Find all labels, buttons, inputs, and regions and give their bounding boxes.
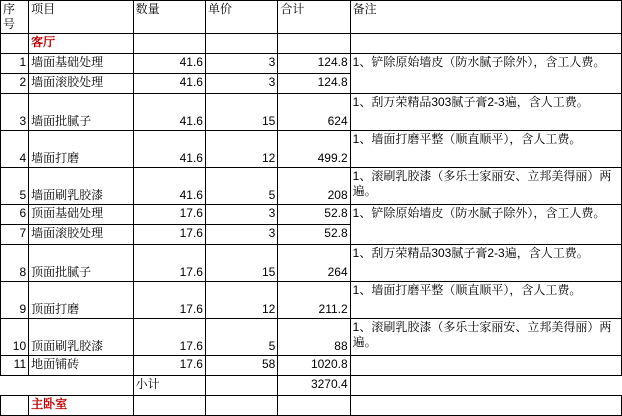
cell-seq: 3 — [1, 94, 29, 131]
cell-price: 5 — [205, 319, 277, 356]
cell-seq: 6 — [1, 205, 29, 225]
section-price-blank — [205, 34, 277, 54]
cell-sum: 211.2 — [278, 282, 350, 319]
cell-qty: 41.6 — [133, 168, 205, 205]
cell-sum: 624 — [278, 94, 350, 131]
cell-price: 3 — [205, 205, 277, 225]
subtotal-value: 3270.4 — [278, 376, 350, 396]
cell-qty: 17.6 — [133, 205, 205, 225]
cell-item: 墙面刷乳胶漆 — [29, 168, 134, 205]
cell-item: 顶面基础处理 — [29, 205, 134, 225]
col-header-note: 备注 — [350, 1, 621, 34]
col-header-seq: 序号 — [1, 1, 29, 34]
col-header-sum: 合计 — [278, 1, 350, 34]
cell-item: 顶面批腻子 — [29, 245, 134, 282]
table-header-row — [1, 1, 622, 34]
subtotal-item-blank — [29, 376, 134, 396]
cell-note: 1、墙面打磨平整（顺直顺平），含人工费。 — [350, 131, 621, 168]
cell-qty: 17.6 — [133, 282, 205, 319]
cell-price: 15 — [205, 245, 277, 282]
cell-price: 3 — [205, 225, 277, 245]
cell-price: 12 — [205, 131, 277, 168]
table-row — [1, 131, 622, 168]
table-row — [1, 94, 622, 131]
section-seq-blank — [1, 34, 29, 54]
table-row — [1, 319, 622, 356]
col-header-qty: 数量 — [133, 1, 205, 34]
subtotal-price-blank — [205, 376, 277, 396]
subtotal-label: 小计 — [133, 376, 205, 396]
cell-sum: 52.8 — [278, 225, 350, 245]
section-note-blank — [350, 34, 621, 54]
next-section-seq-blank — [1, 396, 29, 416]
cell-price: 12 — [205, 282, 277, 319]
table-row — [1, 356, 622, 376]
cell-price: 3 — [205, 54, 277, 74]
cell-seq: 9 — [1, 282, 29, 319]
next-section-qty-blank — [133, 396, 205, 416]
subtotal-seq-blank — [1, 376, 29, 396]
cell-sum: 124.8 — [278, 74, 350, 94]
cell-sum: 264 — [278, 245, 350, 282]
cell-item: 墙面批腻子 — [29, 94, 134, 131]
cell-sum: 1020.8 — [278, 356, 350, 376]
cell-seq: 7 — [1, 225, 29, 245]
cell-note: 1、滚刷乳胶漆（多乐士家丽安、立邦美得丽）两遍。 — [350, 319, 621, 356]
cell-qty: 41.6 — [133, 54, 205, 74]
cell-item: 顶面刷乳胶漆 — [29, 319, 134, 356]
cell-price: 58 — [205, 356, 277, 376]
cell-item: 墙面基础处理 — [29, 54, 134, 74]
col-header-price: 单价 — [205, 1, 277, 34]
cell-qty: 17.6 — [133, 245, 205, 282]
cell-item: 地面铺砖 — [29, 356, 134, 376]
section-title-living-room: 客厅 — [29, 34, 134, 54]
section-qty-blank — [133, 34, 205, 54]
table-row — [1, 205, 622, 225]
subtotal-note-blank — [350, 376, 621, 396]
cell-qty: 41.6 — [133, 74, 205, 94]
table-row — [1, 168, 622, 205]
table-row — [1, 54, 622, 74]
section-row-living-room — [1, 34, 622, 54]
section-row-master-bedroom — [1, 396, 622, 416]
subtotal-row — [1, 376, 622, 396]
cell-qty: 17.6 — [133, 356, 205, 376]
cell-price: 15 — [205, 94, 277, 131]
cell-price: 3 — [205, 74, 277, 94]
cell-item: 墙面打磨 — [29, 131, 134, 168]
table-row — [1, 282, 622, 319]
table-row — [1, 245, 622, 282]
cell-note: 1、铲除原始墙皮（防水腻子除外），含工人费。 — [350, 205, 621, 245]
cell-sum: 52.8 — [278, 205, 350, 225]
cell-qty: 17.6 — [133, 225, 205, 245]
col-header-item: 项目 — [29, 1, 134, 34]
next-section-sum-blank — [278, 396, 350, 416]
cell-sum: 88 — [278, 319, 350, 356]
next-section-note-blank — [350, 396, 621, 416]
cell-seq: 11 — [1, 356, 29, 376]
cell-seq: 1 — [1, 54, 29, 74]
cell-note: 1、铲除原始墙皮（防水腻子除外），含工人费。 — [350, 54, 621, 94]
cell-item: 顶面打磨 — [29, 282, 134, 319]
cell-note: 1、滚刷乳胶漆（多乐士家丽安、立邦美得丽）两遍。 — [350, 168, 621, 205]
next-section-price-blank — [205, 396, 277, 416]
section-sum-blank — [278, 34, 350, 54]
cell-sum: 124.8 — [278, 54, 350, 74]
cell-note: 1、刮万荣精品303腻子膏2-3遍，含人工费。 — [350, 94, 621, 131]
cell-note — [350, 356, 621, 376]
cell-qty: 41.6 — [133, 94, 205, 131]
cell-price: 5 — [205, 168, 277, 205]
cell-item: 墙面滚胶处理 — [29, 225, 134, 245]
cell-sum: 208 — [278, 168, 350, 205]
cell-qty: 41.6 — [133, 131, 205, 168]
cell-note: 1、刮万荣精品303腻子膏2-3遍，含人工费。 — [350, 245, 621, 282]
cell-seq: 4 — [1, 131, 29, 168]
cell-item: 墙面滚胶处理 — [29, 74, 134, 94]
cell-sum: 499.2 — [278, 131, 350, 168]
cell-seq: 5 — [1, 168, 29, 205]
cell-seq: 8 — [1, 245, 29, 282]
section-title-master-bedroom: 主卧室 — [29, 396, 134, 416]
cell-seq: 2 — [1, 74, 29, 94]
cell-seq: 10 — [1, 319, 29, 356]
cell-note: 1、墙面打磨平整（顺直顺平），含人工费。 — [350, 282, 621, 319]
cell-qty: 17.6 — [133, 319, 205, 356]
